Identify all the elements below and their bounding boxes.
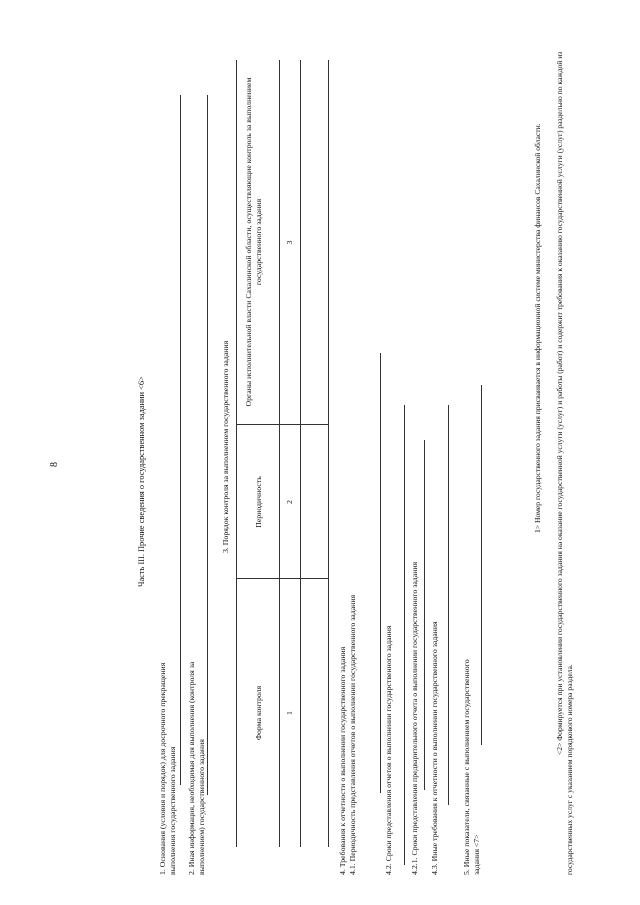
- item-4-1-fill-line: [380, 353, 381, 793]
- item-2-label: 2. Иная информация, необходимая для выполнения (контроля за выполнением) государственного задания: [187, 661, 206, 875]
- table-header-authorities: Органы исполнительной власти Сахалинской области, осуществляющие контроль за выполнением государственного задания: [244, 77, 263, 407]
- footnote-1: 1> Номер государственного задания присваивается в информационной системе министерства финансов Сахалинской области.: [533, 123, 542, 533]
- item-4-2-1-label: 4.2.1. Сроки представления предварительного отчета о выполнении государственного задания: [410, 561, 419, 875]
- item-4-3-label: 4.3. Иные требования к отчетности о выполнении государственного задания: [430, 621, 439, 875]
- page-number: 8: [49, 462, 60, 467]
- item-5-fill-line: [481, 385, 482, 745]
- table-top-border: [236, 60, 237, 847]
- item-4-3-fill-line: [448, 405, 449, 805]
- table-header-control-form: Форма контроля: [254, 685, 263, 741]
- footnote-2: <2> Формируется при установлении государственного задания на оказание государственной услуги (услуг) и работы (работ) и содержит требования к оказанию государственной услуги (услуг) раздельно по каждой из государственных услуг с указанием порядкового номера раздела.: [555, 51, 574, 875]
- table-col-number-3: 3: [285, 240, 294, 245]
- table-header-periodicity: Периодичность: [254, 476, 263, 528]
- table-col-number-2: 2: [285, 500, 294, 504]
- table-bottom-border: [328, 60, 329, 847]
- table-col-divider-1: [236, 578, 328, 579]
- item-4-2-1-fill-line: [424, 440, 425, 790]
- section-3-title: 3. Порядок контроля за выполнением государственного задания: [221, 340, 230, 553]
- item-4-2-fill-line: [404, 405, 405, 865]
- item-4-2-label: 4.2. Сроки представления отчетов о выполнении государственного задания: [384, 625, 393, 875]
- item-4-1-label: 4.1. Периодичность представления отчетов о выполнении государственного задания: [348, 594, 357, 875]
- item-4-label: 4. Требования к отчетности о выполнении государственного задания: [338, 646, 347, 875]
- item-1-label: 1. Основания (условия и порядок) для досрочного прекращения выполнения государственного задания: [158, 662, 177, 875]
- table-col-divider-2: [236, 424, 328, 425]
- table-header-border: [279, 60, 280, 847]
- part-3-title: Часть III. Прочие сведения о государственном задании <6>: [137, 376, 146, 587]
- table-number-border: [300, 60, 301, 847]
- item-5-label: 5. Иные показатели, связанные с выполнением государственного задания <7>: [462, 659, 481, 875]
- table-col-number-1: 1: [285, 711, 294, 715]
